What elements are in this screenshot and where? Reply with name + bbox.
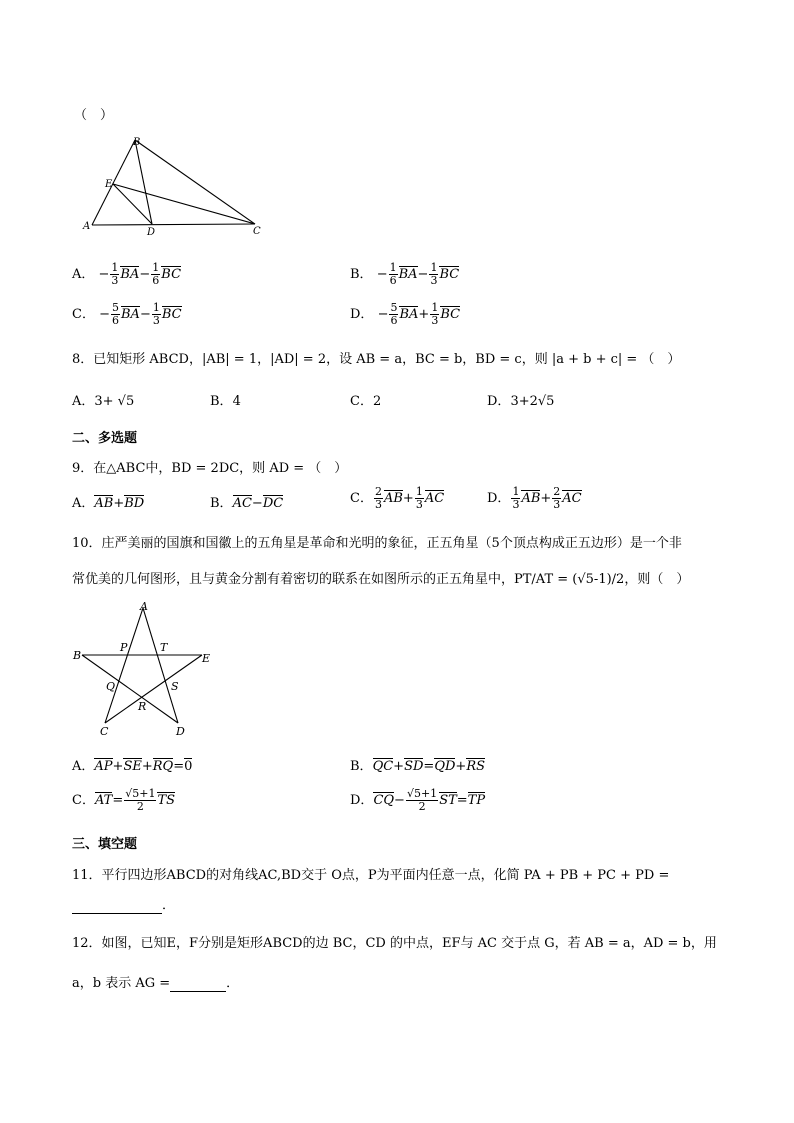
option-d[interactable]: D． − $\frac{5}{6}$ BA+ $\frac{1}{3}$ BC [350, 301, 461, 327]
svg-text:S: S [171, 680, 179, 693]
q9-option-a[interactable]: A．AB+BD [72, 496, 145, 511]
label-A: A [83, 221, 91, 232]
label-B: B [133, 137, 141, 148]
svg-text:T: T [160, 641, 168, 654]
svg-text:R: R [138, 700, 147, 713]
q8-stem: 8．已知矩形 ABCD，|AB| = 1，|AD| = 2，设 AB = a，BC = b，BD = c，则 |a + b + c| = （ ） [72, 352, 681, 367]
svg-text:D: D [176, 725, 185, 738]
q10-stem-line1: 10．庄严美丽的国旗和国徽上的五角星是革命和光明的象征，正五角星（5个顶点构成正五边形）是一个非 [72, 536, 682, 551]
q8-option-d[interactable]: D．3+2√5 [487, 394, 555, 409]
q12-stem-line2[interactable]: a，b 表示 AG = ． [72, 976, 240, 991]
q9-option-d[interactable]: D． $\frac{1}{3}$ AB+ $\frac{2}{3}$ AC [487, 485, 582, 511]
label-E: E [105, 179, 113, 190]
q9-stem: 9．在△ABC中，BD = 2DC，则 AD = （ ） [72, 461, 348, 476]
svg-text:E: E [202, 652, 211, 665]
svg-text:P: P [120, 641, 128, 654]
option-c[interactable]: C． − $\frac{5}{6}$ BA− $\frac{1}{3}$ BC [72, 301, 182, 327]
svg-text:Q: Q [106, 680, 116, 693]
q10-stem-line2: 常优美的几何图形，且与黄金分割有着密切的联系在如图所示的正五角星中，PT/AT = (√5-1)/2，则（ ） [72, 572, 690, 587]
label-D: D [147, 227, 156, 238]
label-C: C [253, 226, 261, 237]
q11-answer-line[interactable]: ． [72, 894, 175, 914]
section-heading-fill: 三、填空题 [72, 837, 138, 852]
q8-option-b[interactable]: B．4 [210, 394, 241, 409]
option-a[interactable]: A． − $\frac{1}{3}$ BA− $\frac{1}{6}$ BC [72, 261, 182, 287]
q9-option-c[interactable]: C． $\frac{2}{3}$ AB+ $\frac{1}{3}$ AC [350, 485, 445, 511]
q8-option-c[interactable]: C．2 [350, 394, 382, 409]
q10-option-a[interactable]: A．AP+SE+RQ=0 [72, 759, 193, 774]
svg-text:B: B [73, 649, 82, 662]
section-heading-multi: 二、多选题 [72, 431, 138, 446]
q10-option-b[interactable]: B．QC+SD=QD+RS [350, 759, 486, 774]
q11-stem: 11．平行四边形ABCD的对角线AC,BD交于 O点，P为平面内任意一点，化简 PA + PB + PC + PD = [72, 868, 670, 883]
q9-option-b[interactable]: B．AC−DC [210, 496, 284, 511]
question-paren: （ ） [74, 108, 114, 123]
q8-option-a[interactable]: A．3+ √5 [72, 394, 135, 409]
option-b[interactable]: B． − $\frac{1}{6}$ BA− $\frac{1}{3}$ BC [350, 261, 460, 287]
q10-option-c[interactable]: C．AT= $\frac{√5+1}{2}$ TS [72, 787, 176, 813]
svg-text:A: A [140, 600, 148, 613]
triangle-figure [80, 132, 270, 238]
svg-text:C: C [100, 725, 109, 738]
q12-stem-line1: 12．如图，已知E，F分别是矩形ABCD的边 BC，CD 的中点，EF与 AC 交于点 G，若 AB = a，AD = b，用 [72, 936, 717, 951]
q10-option-d[interactable]: D．CQ− $\frac{√5+1}{2}$ ST=TP [350, 787, 486, 813]
pentagram-figure [70, 598, 220, 740]
